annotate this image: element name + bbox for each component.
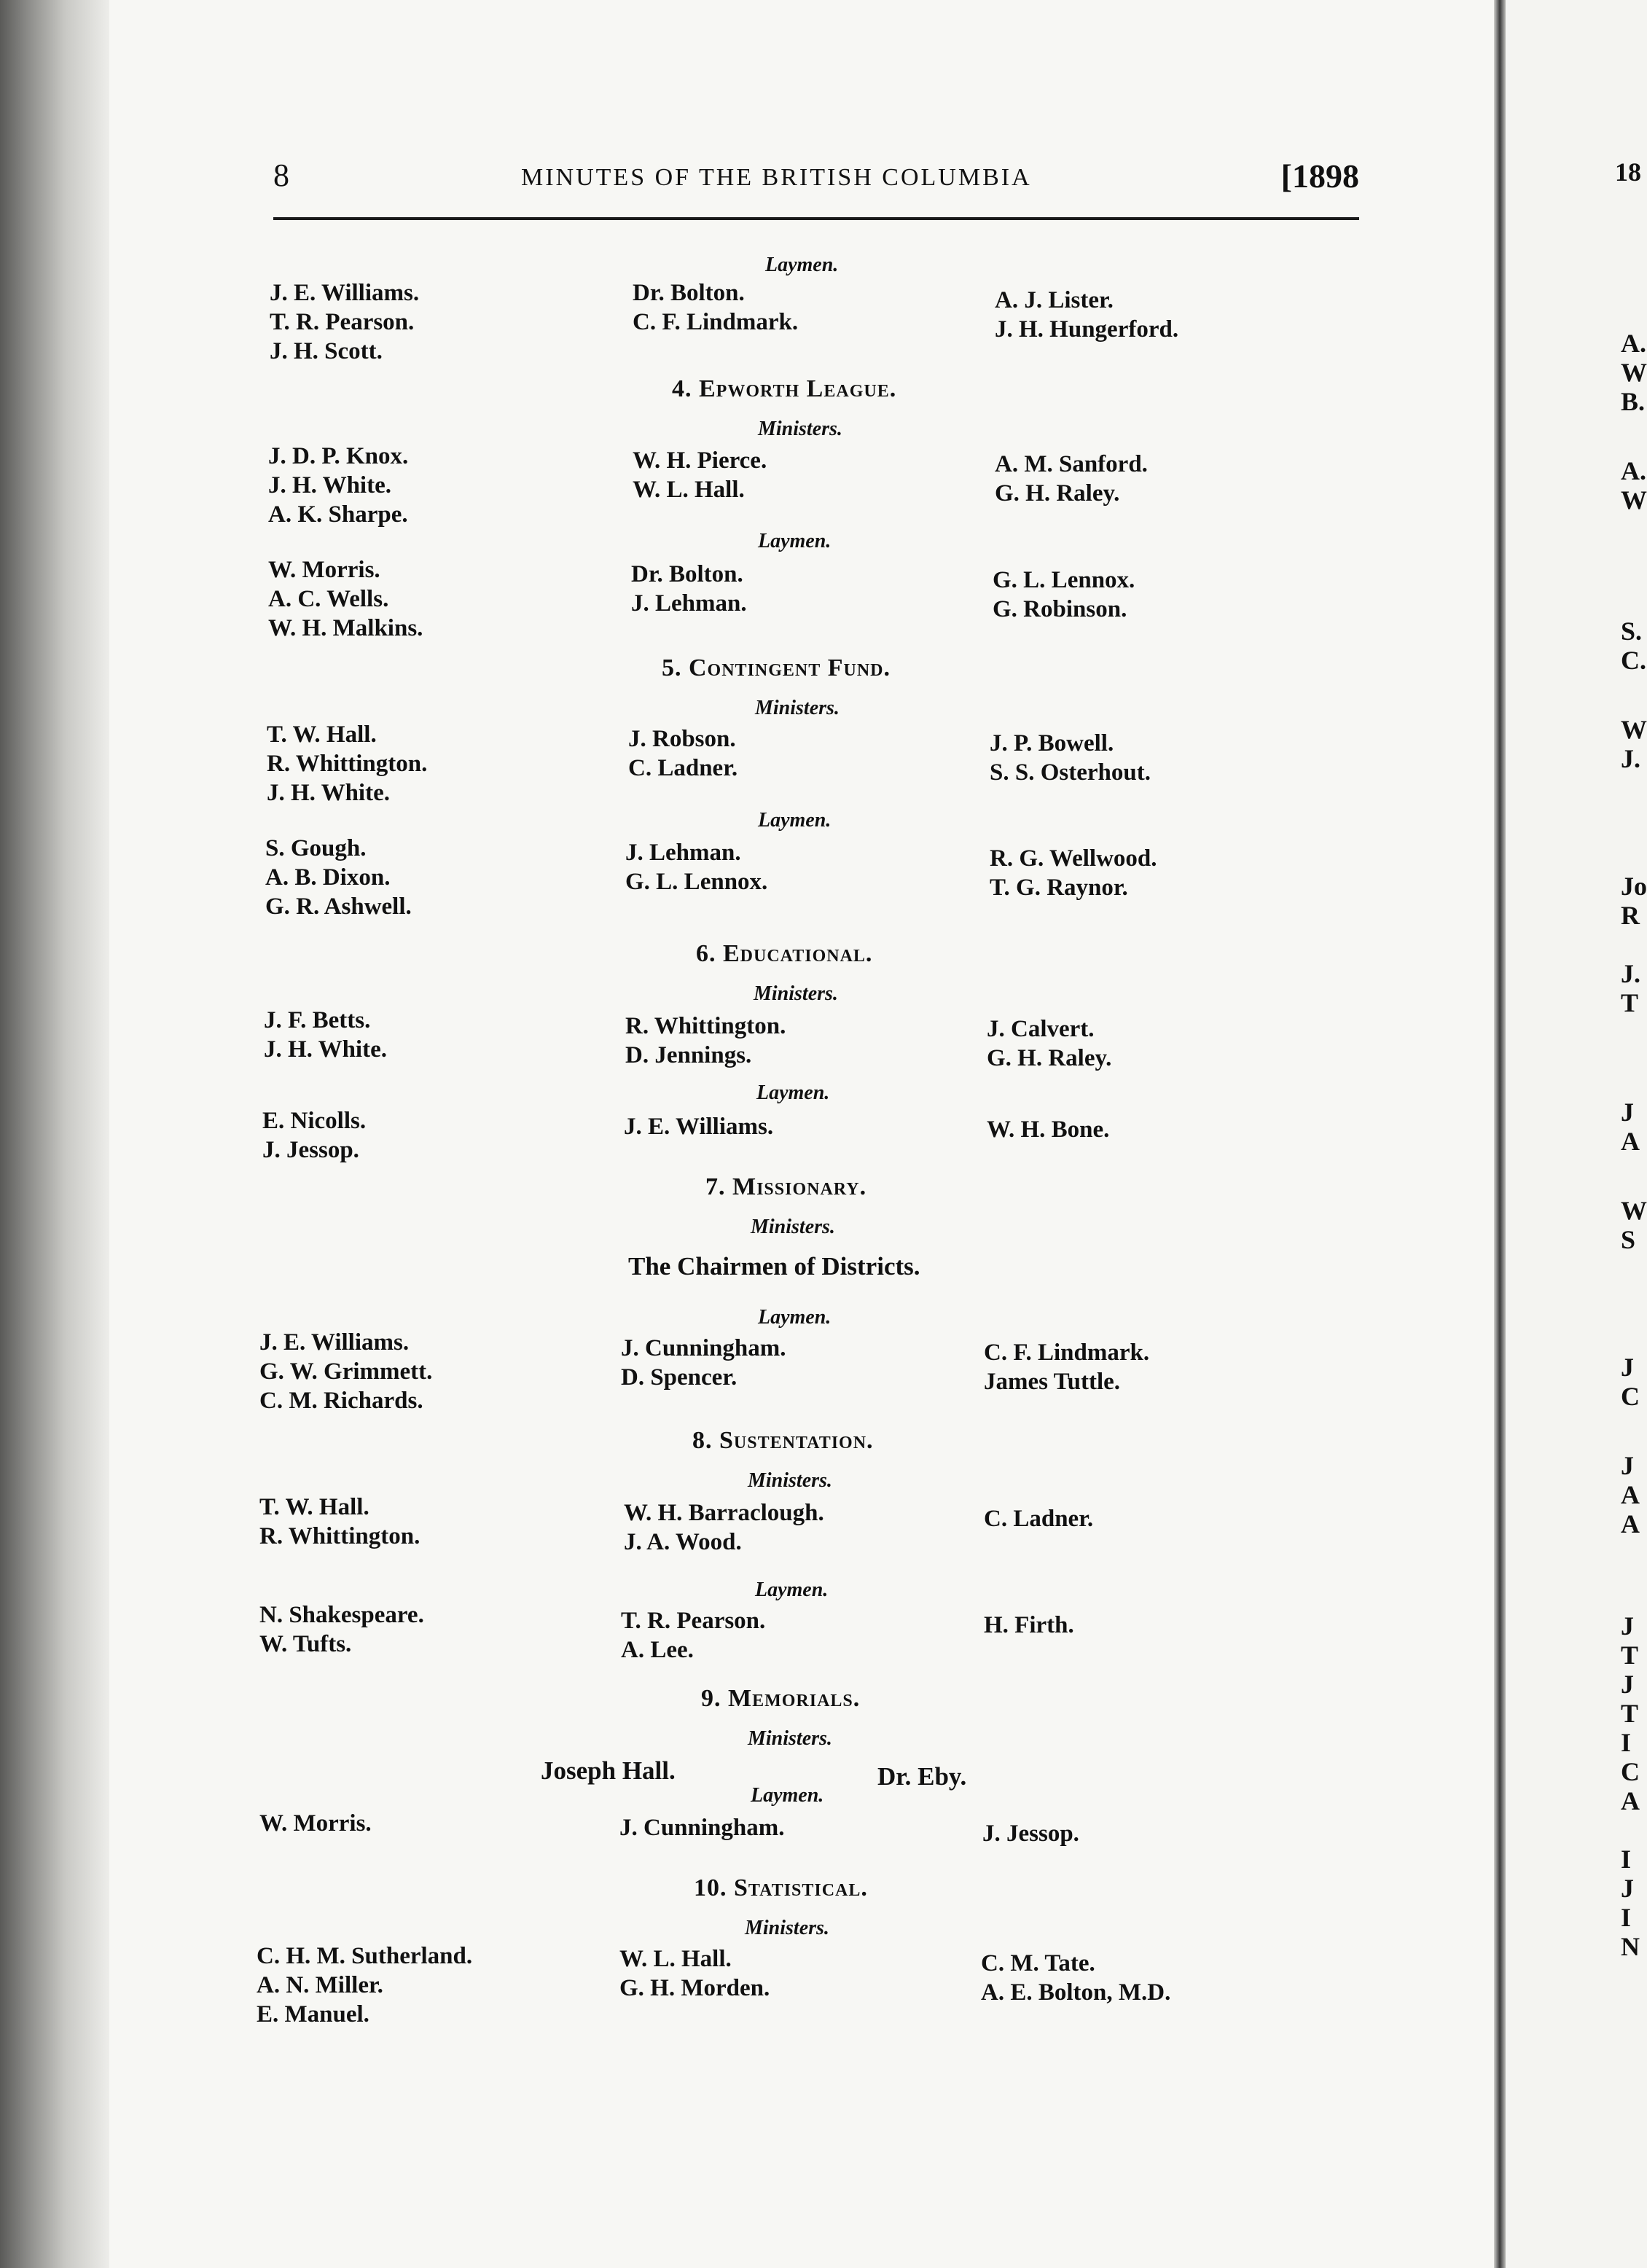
ministers-label: Ministers. [748, 1469, 832, 1492]
name-entry: S. Gough. [265, 835, 367, 861]
facing-page-fragment: C [1621, 1757, 1640, 1786]
name-entry: C. F. Lindmark. [984, 1340, 1150, 1366]
laymen-col-1 [270, 278, 419, 366]
facing-page-fragment: J [1621, 1098, 1634, 1127]
header-rule [273, 217, 1359, 220]
laymen-col-3 [987, 1115, 1109, 1144]
name-entry: C. M. Tate. [981, 1950, 1095, 1976]
name-entry: J. H. White. [268, 472, 391, 498]
name-entry: R. Whittington. [267, 751, 428, 777]
name-entry: J. P. Bowell. [990, 730, 1114, 756]
facing-page-fragment: I [1621, 1903, 1632, 1932]
facing-page-fragment: A [1621, 1509, 1640, 1538]
facing-page-fragment: C [1621, 1382, 1640, 1411]
name-entry: W. Morris. [268, 557, 380, 583]
facing-page-fragment: 18 [1615, 157, 1641, 187]
facing-page-fragment: A. [1621, 456, 1646, 485]
name-entry: H. Firth. [984, 1612, 1074, 1638]
section-heading: 4. Epworth League. [672, 375, 897, 402]
name-entry: E. Manuel. [257, 2001, 369, 2027]
facing-page-fragment: T [1621, 1699, 1639, 1728]
name-entry: E. Nicolls. [262, 1108, 367, 1134]
facing-page-fragment: N [1621, 1932, 1640, 1961]
laymen-col-2 [621, 1606, 765, 1665]
name-entry: J. Lehman. [625, 840, 741, 866]
name-entry: J. F. Betts. [264, 1007, 371, 1033]
name-entry: A. E. Bolton, M.D. [981, 1979, 1171, 2006]
laymen-col-2 [633, 278, 798, 337]
name-entry: J. Robson. [628, 726, 736, 752]
ministers-col-1 [264, 1006, 387, 1064]
facing-page-fragment: I [1621, 1728, 1632, 1757]
name-entry: A. N. Miller. [257, 1972, 383, 1998]
name-entry: G. H. Raley. [995, 480, 1120, 507]
name-entry: J. E. Williams. [270, 280, 420, 306]
name-entry: J. D. P. Knox. [268, 443, 409, 469]
ministers-col-1 [259, 1493, 420, 1551]
facing-page-fragment: A. [1621, 329, 1646, 358]
name-entry: W. H. Barraclough. [624, 1500, 824, 1526]
facing-page-fragment: S. [1621, 617, 1643, 646]
facing-page-fragment: C. [1621, 646, 1646, 675]
name-entry: R. G. Wellwood. [990, 845, 1157, 872]
laymen-col-3 [984, 1611, 1074, 1640]
name-entry: R. Whittington. [259, 1523, 420, 1549]
name-entry: A. M. Sanford. [995, 451, 1148, 477]
facing-page-fragment: W [1621, 358, 1647, 387]
name-entry: D. Jennings. [625, 1042, 752, 1068]
ministers-col-2 [633, 446, 767, 504]
name-entry: T. G. Raynor. [990, 875, 1128, 901]
section-heading: 8. Sustentation. [692, 1427, 874, 1454]
ministers-col-2 [625, 1012, 786, 1070]
name-entry: W. Morris. [259, 1810, 372, 1837]
name-entry: W. H. Malkins. [268, 615, 423, 641]
laymen-col-3 [993, 566, 1135, 624]
laymen-col-3 [984, 1338, 1149, 1396]
laymen-col-1 [259, 1809, 372, 1838]
laymen-label: Laymen. [758, 530, 832, 552]
laymen-col-3 [990, 844, 1157, 902]
name-entry: W. L. Hall. [619, 1946, 732, 1972]
name-entry: A. J. Lister. [995, 287, 1114, 313]
ministers-label: Ministers. [751, 1216, 835, 1238]
name-entry: G. L. Lennox. [993, 567, 1135, 593]
facing-page-fragment: J [1621, 1451, 1634, 1480]
laymen-label: Laymen. [758, 1306, 832, 1329]
facing-page-fragment: Jo [1621, 872, 1647, 901]
name-entry: G. R. Ashwell. [265, 893, 412, 920]
facing-page-fragment: R [1621, 901, 1640, 930]
section-heading: 5. Contingent Fund. [662, 654, 891, 681]
name-entry: J. Jessop. [982, 1821, 1079, 1847]
name-entry: A. Lee. [621, 1637, 694, 1663]
name-entry: G. H. Raley. [987, 1045, 1112, 1071]
ministers-label: Ministers. [748, 1727, 832, 1750]
minister-name: Joseph Hall. [541, 1756, 676, 1785]
name-entry: W. H. Bone. [987, 1117, 1110, 1143]
name-entry: W. Tufts. [259, 1631, 352, 1657]
name-entry: C. F. Lindmark. [633, 309, 799, 335]
facing-page-fragment: B. [1621, 387, 1646, 416]
name-entry: A. C. Wells. [268, 586, 389, 612]
name-entry: W. H. Pierce. [633, 447, 767, 474]
facing-page [1506, 0, 1647, 2268]
laymen-label: Laymen. [758, 809, 832, 832]
name-entry: G. W. Grimmett. [259, 1358, 433, 1385]
running-header [273, 157, 1359, 208]
facing-page-fragment: W [1621, 1196, 1647, 1225]
ministers-col-3 [981, 1949, 1170, 2007]
name-entry: G. H. Morden. [619, 1975, 770, 2001]
laymen-col-2 [625, 838, 767, 896]
facing-page-fragment: J [1621, 1353, 1634, 1382]
section-heading: 9. Memorials. [701, 1685, 861, 1712]
name-entry: Dr. Bolton. [633, 280, 745, 306]
name-entry: J. H. Scott. [270, 338, 383, 364]
name-entry: J. Jessop. [262, 1137, 359, 1163]
name-entry: W. L. Hall. [633, 477, 745, 503]
name-entry: G. L. Lennox. [625, 869, 768, 895]
laymen-col-3 [982, 1819, 1079, 1848]
name-entry: C. H. M. Sutherland. [257, 1943, 473, 1969]
name-entry: J. A. Wood. [624, 1529, 742, 1555]
ministers-col-3 [995, 450, 1148, 508]
laymen-col-2 [621, 1334, 786, 1392]
laymen-col-3 [995, 286, 1178, 344]
laymen-col-1 [259, 1328, 432, 1415]
name-entry: T. W. Hall. [267, 722, 377, 748]
laymen-label: Laymen. [755, 1579, 829, 1601]
name-entry: James Tuttle. [984, 1369, 1121, 1395]
name-entry: T. R. Pearson. [621, 1608, 766, 1634]
facing-page-fragment: J. [1621, 744, 1640, 773]
laymen-label: Laymen. [765, 254, 839, 276]
laymen-col-1 [265, 834, 412, 921]
name-entry: T. R. Pearson. [270, 309, 415, 335]
ministers-col-2 [619, 1944, 770, 2003]
laymen-col-1 [268, 555, 423, 643]
ministers-col-1 [267, 720, 427, 808]
running-title: MINUTES OF THE BRITISH COLUMBIA [521, 164, 1032, 191]
page-number: 8 [273, 157, 289, 193]
name-entry: J. Cunningham. [621, 1335, 786, 1361]
name-entry: T. W. Hall. [259, 1494, 369, 1520]
name-entry: J. H. Hungerford. [995, 316, 1179, 343]
laymen-col-2 [624, 1112, 773, 1141]
ministers-text: The Chairmen of Districts. [628, 1252, 920, 1280]
ministers-col-3 [984, 1504, 1093, 1533]
section-heading: 7. Missionary. [705, 1173, 867, 1200]
facing-page-fragment: A [1621, 1786, 1640, 1815]
laymen-label: Laymen. [756, 1082, 830, 1104]
facing-page-text-fragments [1506, 0, 1647, 2268]
laymen-col-2 [631, 560, 747, 618]
page-edge-shadow [0, 0, 109, 2268]
name-entry: A. K. Sharpe. [268, 501, 408, 528]
name-entry: G. Robinson. [993, 596, 1127, 622]
name-entry: A. B. Dixon. [265, 864, 391, 891]
facing-page-fragment: J. [1621, 959, 1640, 988]
section-heading: 6. Educational. [696, 940, 873, 967]
name-entry: S. S. Osterhout. [990, 759, 1151, 786]
facing-page-fragment: T [1621, 988, 1639, 1017]
ministers-col-3 [990, 729, 1151, 787]
name-entry: D. Spencer. [621, 1364, 738, 1391]
ministers-label: Ministers. [755, 697, 840, 719]
facing-page-fragment: J [1621, 1670, 1634, 1699]
ministers-label: Ministers. [745, 1917, 829, 1939]
facing-page-fragment: W [1621, 485, 1647, 515]
laymen-col-1 [259, 1600, 424, 1659]
name-entry: J. H. White. [264, 1036, 387, 1063]
name-entry: C. Ladner. [628, 755, 738, 781]
ministers-col-2 [628, 724, 738, 783]
name-entry: J. H. White. [267, 780, 390, 806]
ministers-col-3 [987, 1014, 1111, 1073]
name-entry: J. Lehman. [631, 590, 747, 617]
section-heading: 10. Statistical. [694, 1874, 868, 1901]
ministers-col-1 [268, 442, 408, 529]
ministers-label: Ministers. [758, 418, 842, 440]
facing-page-fragment: W [1621, 715, 1647, 744]
facing-page-fragment: S [1621, 1225, 1636, 1254]
ministers-col-2 [624, 1498, 824, 1557]
name-entry: R. Whittington. [625, 1013, 786, 1039]
ministers-col-1 [257, 1942, 472, 2029]
name-entry: J. Calvert. [987, 1016, 1095, 1042]
book-gutter [1494, 0, 1506, 2268]
ministers-label: Ministers. [754, 982, 838, 1005]
facing-page-fragment: A [1621, 1480, 1640, 1509]
name-entry: Dr. Bolton. [631, 561, 743, 587]
facing-page-fragment: I [1621, 1845, 1632, 1874]
name-entry: C. Ladner. [984, 1506, 1094, 1532]
minister-name: Dr. Eby. [877, 1762, 967, 1791]
name-entry: J. E. Williams. [624, 1114, 774, 1140]
laymen-col-1 [262, 1106, 366, 1165]
name-entry: J. Cunningham. [619, 1815, 785, 1841]
facing-page-fragment: A [1621, 1127, 1640, 1156]
year-marker: [1898 [1280, 157, 1359, 195]
name-entry: J. E. Williams. [259, 1329, 410, 1356]
facing-page-fragment: T [1621, 1641, 1639, 1670]
laymen-col-2 [619, 1813, 785, 1842]
facing-page-fragment: J [1621, 1874, 1634, 1903]
name-entry: C. M. Richards. [259, 1388, 423, 1414]
laymen-label: Laymen. [751, 1784, 824, 1807]
name-entry: N. Shakespeare. [259, 1602, 424, 1628]
facing-page-fragment: J [1621, 1611, 1634, 1641]
